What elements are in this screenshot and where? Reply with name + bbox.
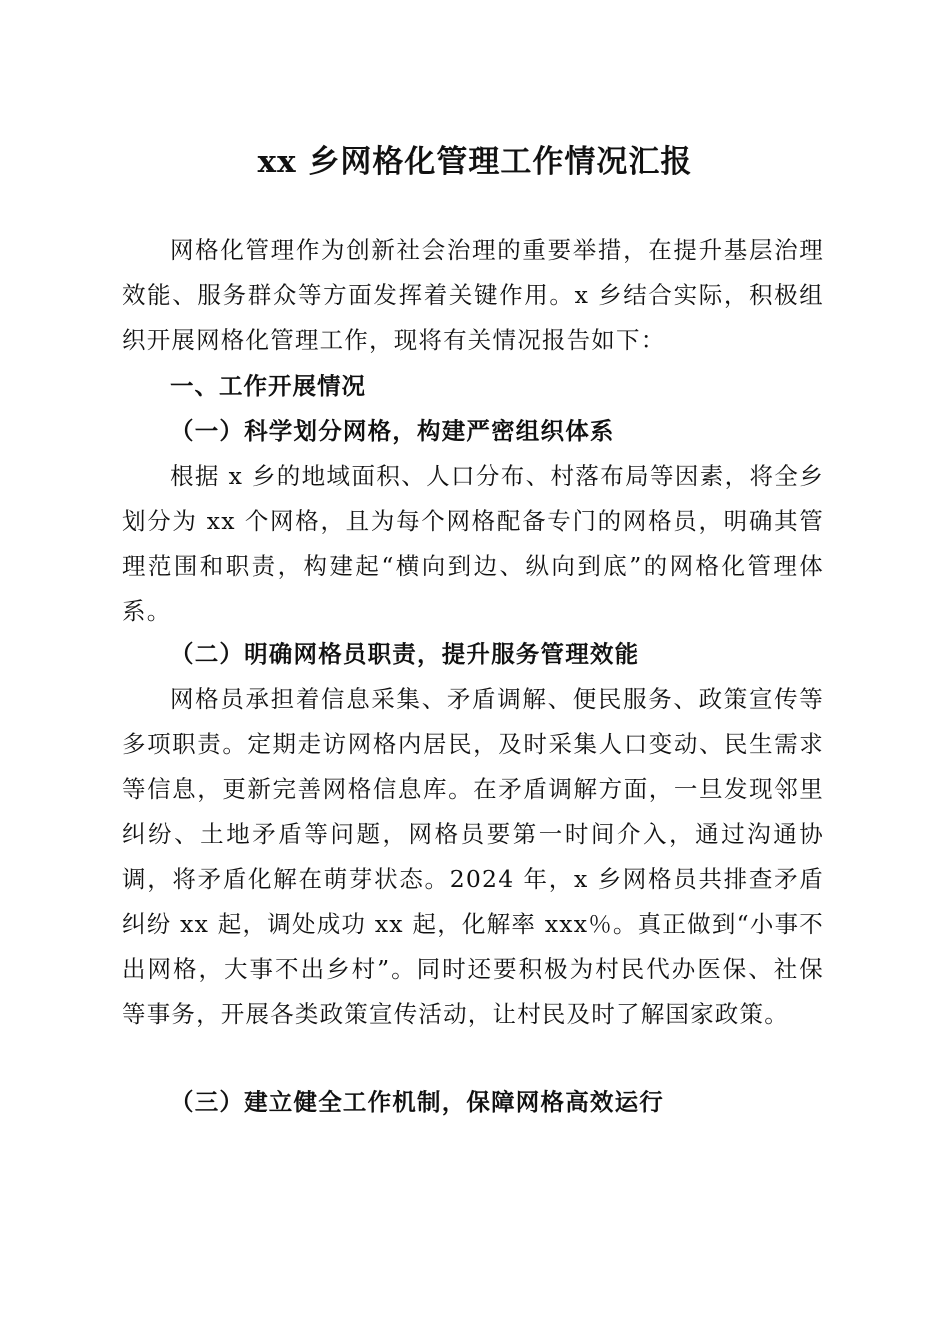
- section-heading-1: 一、工作开展情况: [170, 372, 366, 400]
- subsection-heading-1: （一）科学划分网格，构建严密组织体系: [170, 417, 615, 445]
- subsection-heading-2: （二）明确网格员职责，提升服务管理效能: [170, 640, 640, 668]
- subsection-heading-3: （三）建立健全工作机制，保障网格高效运行: [170, 1088, 664, 1116]
- subsection-1-paragraph: 根据 x 乡的地域面积、人口分布、村落布局等因素，将全乡划分为 xx 个网格，且为每个网格配备专门的网格员，明确其管理范围和职责，构建起“横向到边、纵向到底”的网格化管理体系。: [122, 462, 824, 625]
- document-title: xx 乡网格化管理工作情况汇报: [257, 144, 693, 180]
- intro-paragraph: 网格化管理作为创新社会治理的重要举措，在提升基层治理效能、服务群众等方面发挥着关键作用。x 乡结合实际，积极组织开展网格化管理工作，现将有关情况报告如下：: [122, 236, 824, 354]
- subsection-2-paragraph: 网格员承担着信息采集、矛盾调解、便民服务、政策宣传等多项职责。定期走访网格内居民，及时采集人口变动、民生需求等信息，更新完善网格信息库。在矛盾调解方面，一旦发现邻里纠纷、土地矛盾等问题，网格员要第一时间介入，通过沟通协调，将矛盾化解在萌芽状态。2024 年，x 乡网格员共排查矛盾纠纷 xx 起，调处成功 xx 起，化解率 xxx％。真正做到“小事不出网格，大事不出乡村”。同时还要积极为村民代办医保、社保等事务，开展各类政策宣传活动，让村民及时了解国家政策。: [122, 685, 824, 1028]
